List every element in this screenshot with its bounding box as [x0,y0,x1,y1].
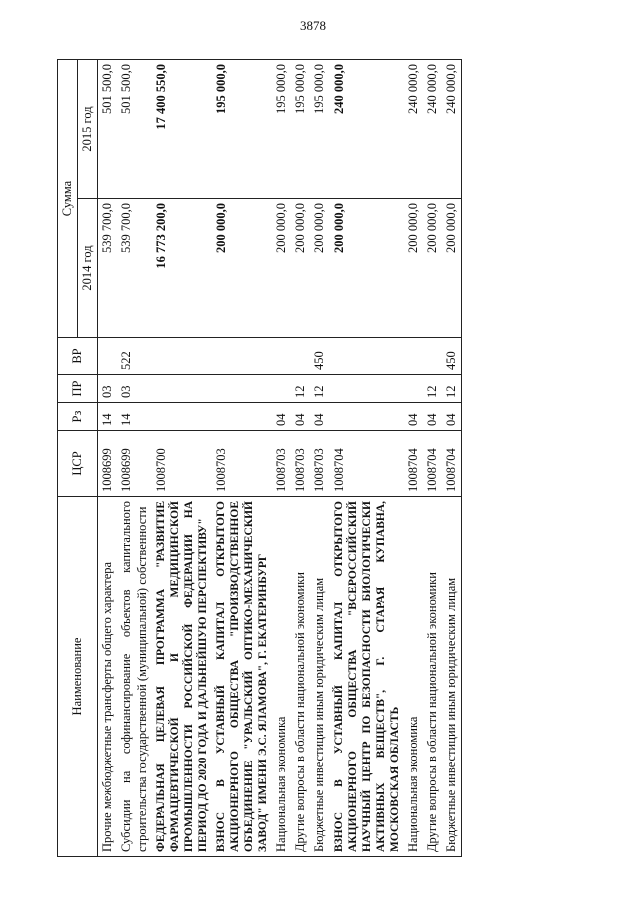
row-name: ВЗНОС В УСТАВНЫЙ КАПИТАЛ ОТКРЫТОГО АКЦИОНЕРНОГО ОБЩЕСТВА "ВСЕРОССИЙСКИЙ НАУЧНЫЙ ЦЕНТР ПО БЕЗОПАСНОСТИ БИОЛОГИЧЕСКИ АКТИВНЫХ ВЕЩЕСТВ", Г. СТАРАЯ КУПАВНА, МОСКОВСКАЯ ОБЛАСТЬ [330,497,404,857]
row-pr: 03 [98,375,118,403]
row-csr: 1008704 [330,431,404,497]
row-sum-2014: 16 773 200,0 [152,199,212,338]
table-row [310,60,329,857]
table-row [442,60,462,857]
row-sum-2014: 200 000,0 [291,199,310,338]
row-vr [330,338,404,375]
row-csr: 1008700 [152,431,212,497]
row-pr [212,375,272,403]
row-pr: 12 [310,375,329,403]
row-sum-2015: 17 400 550,0 [152,60,212,199]
row-csr: 1008699 [117,431,152,497]
row-pr [330,375,404,403]
row-vr [291,338,310,375]
header-2015: 2015 год [78,60,98,199]
row-name: Бюджетные инвестиции иным юридическим лицам [442,497,462,857]
row-sum-2014: 539 700,0 [98,199,118,338]
header-vr: ВР [58,338,98,375]
row-csr: 1008704 [442,431,462,497]
row-rz: 04 [310,403,329,431]
row-rz [330,403,404,431]
row-rz: 14 [98,403,118,431]
header-name: Наименование [58,497,98,857]
row-vr: 450 [310,338,329,375]
table-row [152,60,212,857]
table-row [98,60,118,857]
row-sum-2015: 501 500,0 [117,60,152,199]
table-row [330,60,404,857]
row-pr: 12 [423,375,442,403]
row-name: Национальная экономика [404,497,423,857]
row-sum-2015: 240 000,0 [423,60,442,199]
row-csr: 1008704 [404,431,423,497]
row-rz: 04 [291,403,310,431]
row-rz: 14 [117,403,152,431]
row-name: Другие вопросы в области национальной экономики [423,497,442,857]
row-sum-2014: 200 000,0 [330,199,404,338]
row-sum-2014: 200 000,0 [272,199,291,338]
row-vr [404,338,423,375]
row-name: Национальная экономика [272,497,291,857]
row-csr: 1008704 [423,431,442,497]
row-vr: 522 [117,338,152,375]
row-name: Другие вопросы в области национальной экономики [291,497,310,857]
row-name: Бюджетные инвестиции иным юридическим лицам [310,497,329,857]
page-number: 3878 [300,18,326,33]
row-rz: 04 [404,403,423,431]
table-header [58,60,98,857]
row-vr [98,338,118,375]
header-sum: Сумма [58,60,78,338]
row-pr: 12 [442,375,462,403]
row-sum-2014: 200 000,0 [442,199,462,338]
row-sum-2015: 195 000,0 [272,60,291,199]
row-rz: 04 [272,403,291,431]
table-row [212,60,272,857]
row-name: Субсидии на софинансирование объектов капитального строительства государственной (муниципальной) собственности [117,497,152,857]
row-sum-2014: 200 000,0 [404,199,423,338]
header-2014: 2014 год [78,199,98,338]
row-sum-2015: 501 500,0 [98,60,118,199]
header-rz: Рз [58,403,98,431]
rotated-page [57,60,584,857]
row-csr: 1008703 [310,431,329,497]
row-rz: 04 [423,403,442,431]
row-pr [272,375,291,403]
row-rz [212,403,272,431]
row-sum-2015: 240 000,0 [404,60,423,199]
row-pr: 12 [291,375,310,403]
table-row [272,60,291,857]
row-sum-2014: 200 000,0 [423,199,442,338]
table-body [98,60,462,857]
row-sum-2014: 200 000,0 [310,199,329,338]
row-csr: 1008703 [272,431,291,497]
row-sum-2014: 200 000,0 [212,199,272,338]
row-sum-2014: 539 700,0 [117,199,152,338]
row-vr [423,338,442,375]
row-name: ВЗНОС В УСТАВНЫЙ КАПИТАЛ ОТКРЫТОГО АКЦИОНЕРНОГО ОБЩЕСТВА "ПРОИЗВОДСТВЕННОЕ ОБЪЕДИНЕНИЕ "УРАЛЬСКИЙ ОПТИКО-МЕХАНИЧЕСКИЙ ЗАВОД" ИМЕНИ Э.С. ЯЛАМОВА", Г. ЕКАТЕРИНБУРГ [212,497,272,857]
row-sum-2015: 240 000,0 [442,60,462,199]
header-csr: ЦСР [58,431,98,497]
row-pr [404,375,423,403]
row-vr [212,338,272,375]
row-sum-2015: 195 000,0 [310,60,329,199]
row-pr [152,375,212,403]
row-sum-2015: 240 000,0 [330,60,404,199]
row-vr: 450 [442,338,462,375]
table-row [423,60,442,857]
row-rz: 04 [442,403,462,431]
row-sum-2015: 195 000,0 [212,60,272,199]
row-rz [152,403,212,431]
table-row [404,60,423,857]
budget-table [57,59,462,857]
row-csr: 1008703 [291,431,310,497]
row-vr [272,338,291,375]
row-pr: 03 [117,375,152,403]
row-name: Прочие межбюджетные трансферты общего характера [98,497,118,857]
table-row [117,60,152,857]
row-csr: 1008703 [212,431,272,497]
header-pr: ПР [58,375,98,403]
row-vr [152,338,212,375]
row-sum-2015: 195 000,0 [291,60,310,199]
table-row [291,60,310,857]
row-name: ФЕДЕРАЛЬНАЯ ЦЕЛЕВАЯ ПРОГРАММА "РАЗВИТИЕ ФАРМАЦЕВТИЧЕСКОЙ И МЕДИЦИНСКОЙ ПРОМЫШЛЕННОСТИ РОССИЙСКОЙ ФЕДЕРАЦИИ НА ПЕРИОД ДО 2020 ГОДА И ДАЛЬНЕЙШУЮ ПЕРСПЕКТИВУ" [152,497,212,857]
row-csr: 1008699 [98,431,118,497]
